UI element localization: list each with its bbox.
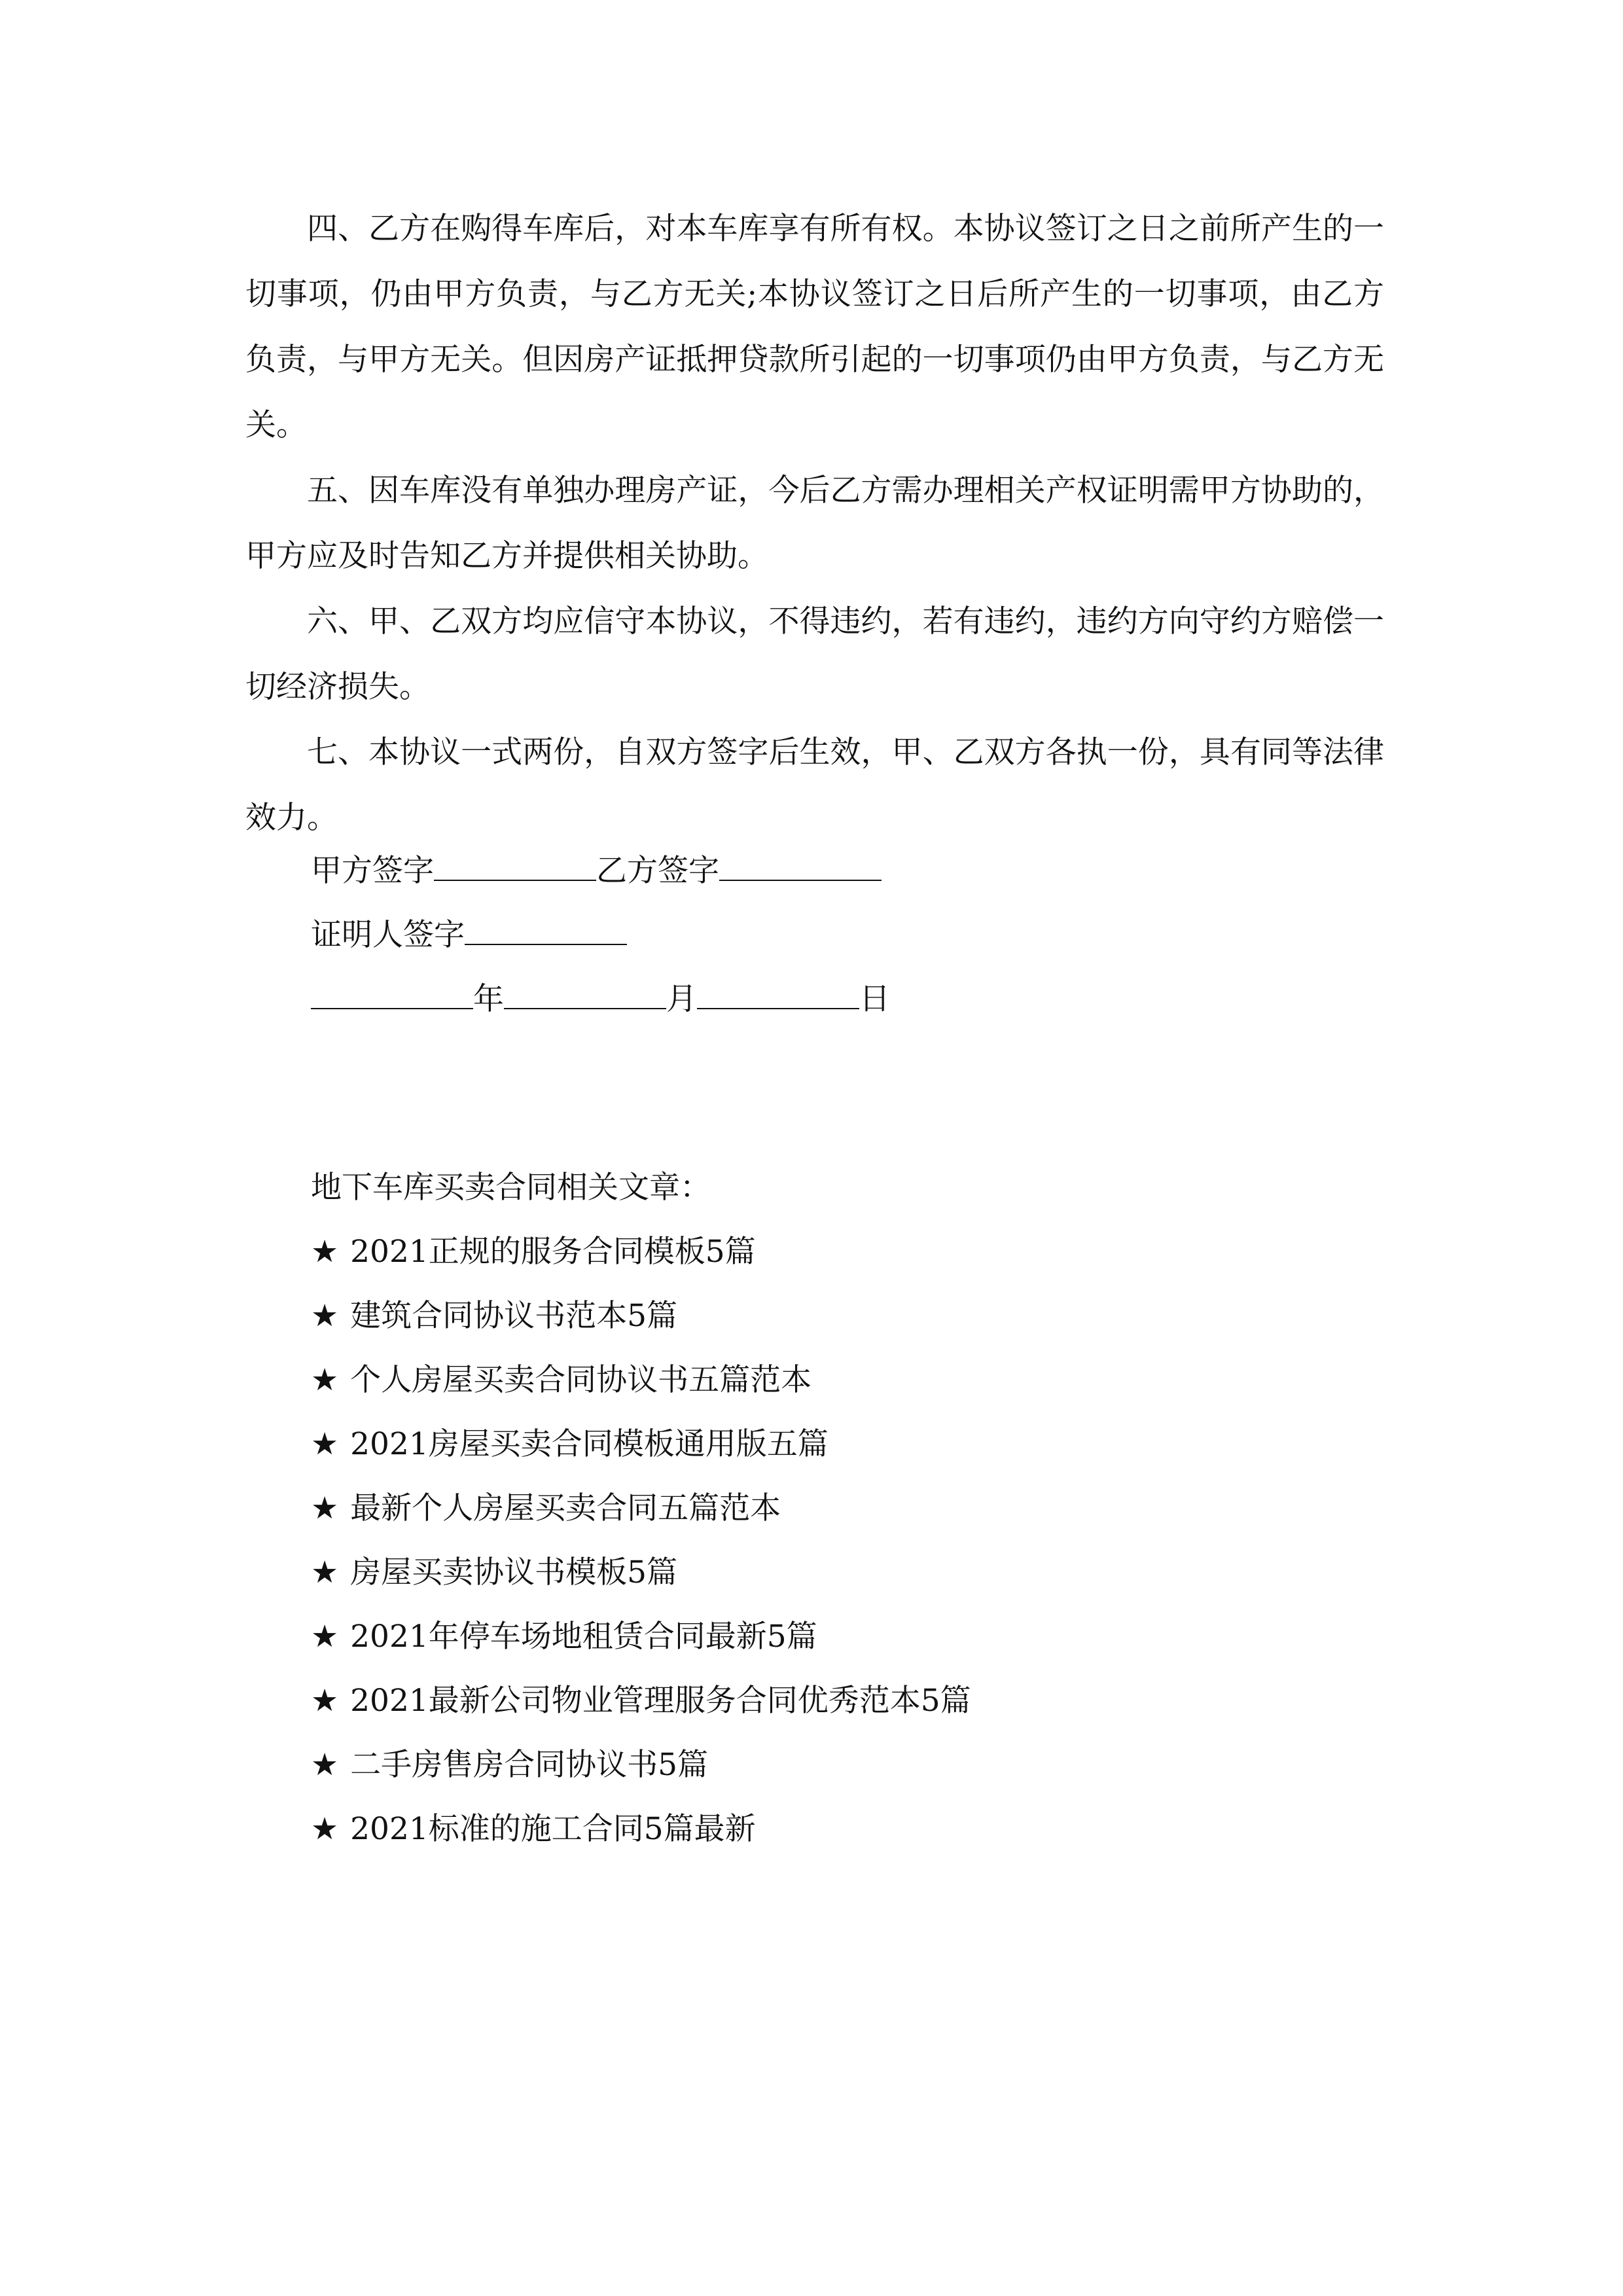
related-article-link[interactable]: 2021年停车场地租赁合同最新5篇 (350, 1619, 817, 1655)
related-article-item[interactable] (311, 1617, 817, 1657)
party-a-signature-blank[interactable] (434, 851, 596, 881)
related-article-item[interactable] (311, 1489, 781, 1528)
day-label: 日 (859, 981, 890, 1017)
star-icon: ★ (311, 1362, 339, 1398)
related-article-item[interactable] (311, 1746, 708, 1785)
related-article-link[interactable]: 2021最新公司物业管理服务合同优秀范本5篇 (350, 1683, 971, 1719)
related-article-item[interactable] (311, 1553, 677, 1592)
party-a-signature-label: 甲方签字 (311, 853, 434, 889)
year-blank[interactable] (311, 979, 473, 1009)
related-article-link[interactable]: 个人房屋买卖合同协议书五篇范本 (350, 1362, 812, 1398)
star-icon: ★ (311, 1234, 339, 1270)
star-icon: ★ (311, 1811, 339, 1847)
day-blank[interactable] (697, 979, 859, 1009)
related-article-item[interactable] (311, 1361, 812, 1400)
signature-line-parties (311, 851, 882, 891)
year-label: 年 (473, 981, 504, 1017)
star-icon: ★ (311, 1554, 339, 1590)
star-icon: ★ (311, 1683, 339, 1719)
related-article-item[interactable] (311, 1297, 677, 1336)
clause-6: 六、甲、乙双方均应信守本协议，不得违约，若有违约，违约方向守约方赔偿一切经济损失。 (245, 603, 1384, 705)
related-article-link[interactable]: 建筑合同协议书范本5篇 (350, 1298, 678, 1334)
clause-5: 五、因车库没有单独办理房产证，今后乙方需办理相关产权证明需甲方协助的，甲方应及时告知乙方并提供相关协助。 (245, 473, 1384, 574)
witness-signature-label: 证明人签字 (311, 917, 465, 953)
month-blank[interactable] (504, 979, 666, 1009)
star-icon: ★ (311, 1490, 339, 1526)
related-article-item[interactable] (311, 1232, 756, 1272)
clause-4: 四、乙方在购得车库后，对本车库享有所有权。本协议签订之日之前所产生的一切事项，仍由甲方负责，与乙方无关;本协议签订之日后所产生的一切事项，由乙方负责，与甲方无关。但因房产证抵押贷款所引起的一切事项仍由甲方负责，与乙方无关。 (245, 211, 1384, 443)
date-line (311, 979, 890, 1019)
signature-line-witness (311, 915, 627, 955)
related-article-link[interactable]: 房屋买卖协议书模板5篇 (350, 1554, 678, 1590)
witness-signature-blank[interactable] (465, 915, 627, 945)
star-icon: ★ (311, 1747, 339, 1783)
star-icon: ★ (311, 1298, 339, 1334)
related-article-item[interactable] (311, 1810, 756, 1849)
related-article-link[interactable]: 2021正规的服务合同模板5篇 (350, 1234, 756, 1270)
party-b-signature-label: 乙方签字 (596, 853, 719, 889)
related-article-link[interactable]: 2021房屋买卖合同模板通用版五篇 (350, 1426, 829, 1462)
related-article-item[interactable] (311, 1681, 971, 1721)
party-b-signature-blank[interactable] (719, 851, 882, 881)
star-icon: ★ (311, 1619, 339, 1655)
related-article-link[interactable]: 最新个人房屋买卖合同五篇范本 (350, 1490, 781, 1526)
month-label: 月 (666, 981, 697, 1017)
related-article-link[interactable]: 2021标准的施工合同5篇最新 (350, 1811, 756, 1847)
related-article-item[interactable] (311, 1425, 829, 1464)
clause-7: 七、本协议一式两份，自双方签字后生效，甲、乙双方各执一份，具有同等法律效力。 (245, 734, 1384, 836)
related-article-link[interactable]: 二手房售房合同协议书5篇 (350, 1747, 709, 1783)
related-articles-heading: 地下车库买卖合同相关文章： (311, 1170, 711, 1206)
star-icon: ★ (311, 1426, 339, 1462)
